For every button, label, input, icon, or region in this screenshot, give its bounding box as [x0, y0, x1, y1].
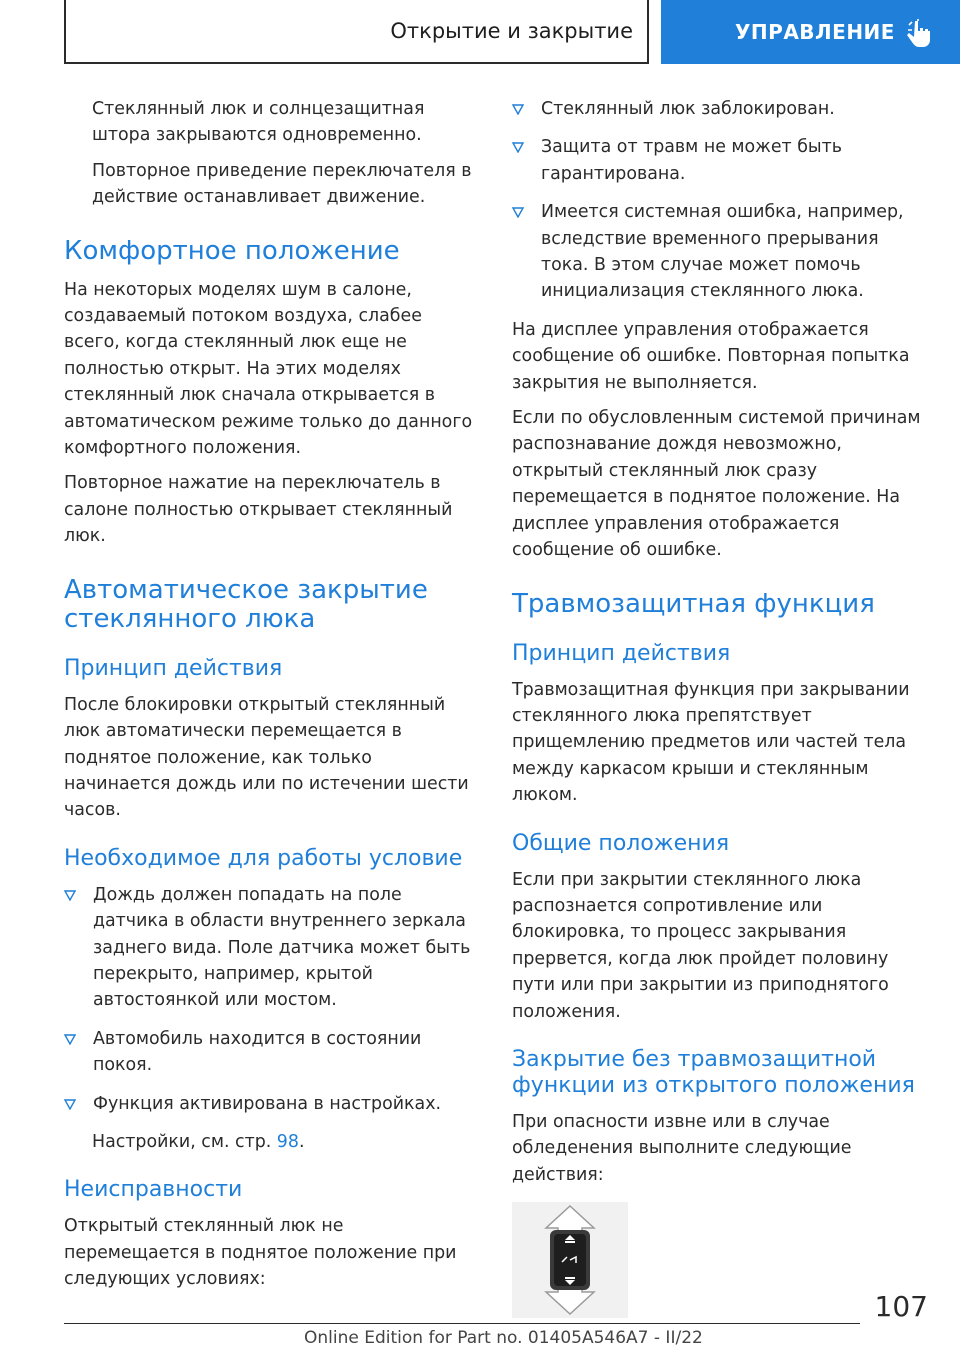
fault-list	[512, 96, 927, 305]
paragraph: Повторное нажатие на переключатель в салоне полностью открывает стеклянный люк.	[64, 473, 453, 547]
heading-close-without-protection: Закрытие без травмозащитной функции из открытого положения	[512, 1046, 915, 1098]
sunroof-switch-icon	[512, 1202, 628, 1318]
page-number: 107	[874, 1290, 928, 1323]
chapter-title: УПРАВЛЕНИЕ	[735, 20, 895, 44]
paragraph: На дисплее управления отображается сообщение об ошибке. Повторная попытка закрытия не выполняется.	[512, 319, 910, 393]
sunroof-switch-illustration	[512, 1202, 628, 1318]
section-title: Открытие и закрытие	[390, 19, 633, 43]
heading-general: Общие положения	[512, 830, 730, 856]
heading-principle: Принцип действия	[512, 640, 731, 666]
heading-auto-close: Автоматическое закрытие стеклянного люка	[64, 574, 428, 634]
list-item: Автомобиль находится в состоянии покоя.	[64, 1026, 479, 1079]
heading-comfort-position: Комфортное положение	[64, 235, 400, 266]
paragraph: Стеклянный люк и солнцезащитная штора закрываются одновременно.	[92, 99, 425, 146]
list-item: Защита от травм не может быть гарантирована.	[512, 134, 927, 187]
triangle-bullet-icon	[64, 890, 76, 901]
right-column	[512, 96, 927, 1318]
condition-list	[64, 882, 479, 1117]
list-item: Имеется системная ошибка, например, вследствие временного прерывания тока. В этом случае может помочь инициализация стеклянного люка.	[512, 199, 927, 305]
heading-faults: Неисправности	[64, 1177, 243, 1203]
triangle-bullet-icon	[512, 104, 524, 115]
paragraph: Если при закрытии стеклянного люка распознается сопротивление или блокировка, то процесс закрывания прервется, когда люк пройдет половину пути или при закрытии из приподнятого положения.	[512, 869, 889, 1022]
edition-footer: Online Edition for Part no. 01405A546A7 - II/22	[304, 1328, 703, 1348]
triangle-bullet-icon	[64, 1034, 76, 1045]
list-item: Дождь должен попадать на поле датчика в области внутреннего зеркала заднего вида. Поле датчика может быть перекрыто, например, крытой автостоянкой или мостом.	[64, 882, 479, 1014]
footer-divider	[64, 1323, 860, 1324]
paragraph: При опасности извне или в случае обледенения выполните следующие действия:	[512, 1111, 852, 1185]
paragraph: Если по обусловленным системой причинам распознавание дождя невозможно, открытый стеклянный люк сразу перемещается в поднятое положение. На дисплее управления отображается сообщение об ошибке.	[512, 408, 921, 561]
paragraph: Открытый стеклянный люк не перемещается в поднятое положение при следующих условиях:	[64, 1216, 457, 1290]
triangle-bullet-icon	[512, 142, 524, 153]
heading-condition: Необходимое для работы условие	[64, 845, 463, 871]
paragraph: Травмозащитная функция при закрывании стеклянного люка препятствует прищемлению предметов или частей тела между каркасом крыши и стеклянным люком.	[512, 679, 910, 806]
triangle-bullet-icon	[512, 207, 524, 218]
left-column	[64, 96, 479, 1302]
heading-principle: Принцип действия	[64, 655, 283, 681]
paragraph: После блокировки открытый стеклянный люк автоматически перемещается в поднятое положение, как только начинается дождь или по истечении шести часов.	[64, 694, 469, 821]
header-chapter-tab[interactable]	[661, 0, 960, 64]
header-section-title-box	[64, 0, 649, 64]
triangle-bullet-icon	[64, 1099, 76, 1110]
heading-anti-trap: Травмозащитная функция	[512, 588, 875, 619]
hand-pointer-icon	[906, 19, 936, 49]
list-item: Функция активирована в настройках.	[64, 1091, 479, 1117]
list-item: Стеклянный люк заблокирован.	[512, 96, 927, 122]
paragraph: На некоторых моделях шум в салоне, создаваемый потоком воздуха, слабее всего, когда стеклянный люк еще не полностью открыт. На этих моделях стеклянный люк сначала открывается в автоматическом режиме только до данного комфортного положения.	[64, 279, 473, 459]
paragraph: Повторное приведение переключателя в действие останавливает движение.	[92, 160, 472, 208]
page-link-98[interactable]: 98	[276, 1131, 299, 1152]
settings-reference: Настройки, см. стр. 98.	[92, 1131, 305, 1152]
